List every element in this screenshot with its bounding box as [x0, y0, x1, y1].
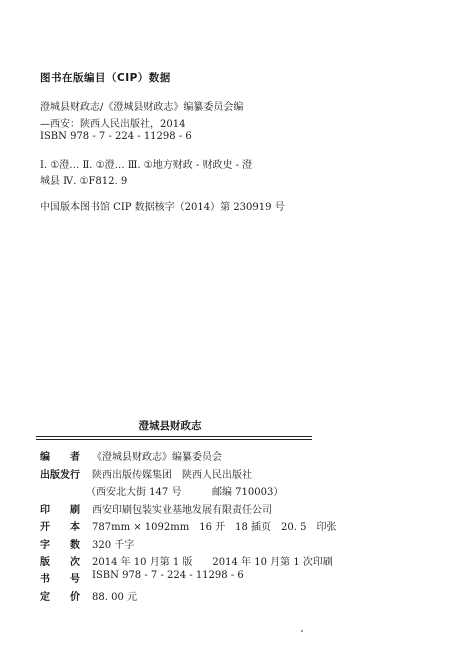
cip-title: 图书在版编目（CIP）数据 — [40, 72, 171, 84]
pub-address: （西安北大街 147 号 — [86, 487, 182, 498]
pub-label: 开 本 — [40, 522, 80, 533]
pub-label: 书 号 — [40, 574, 80, 585]
pub-value: 2014 年 10 月第 1 版 2014 年 10 月第 1 次印刷 — [92, 557, 333, 568]
pub-value: ISBN 978 - 7 - 224 - 11298 - 6 — [92, 570, 244, 581]
pub-value: 陕西出版传媒集团 陕西人民出版社 — [92, 470, 252, 481]
title-rule-top — [36, 436, 312, 437]
pub-value: 320 千字 — [92, 540, 135, 551]
pub-value: 787mm × 1092mm 16 开 18 插页 20. 5 印张 — [92, 522, 337, 533]
cip-line-author: 澄城县财政志/《澄城县财政志》编纂委员会编 — [40, 102, 244, 113]
pub-label: 版 次 — [40, 557, 80, 568]
pub-label: 编 者 — [40, 452, 80, 463]
cip-line-classification: Ⅰ. ①澄… Ⅱ. ①澄… Ⅲ. ①地方财政 - 财政史 - 澄 — [40, 160, 253, 171]
pub-label: 印 刷 — [40, 505, 80, 516]
book-title: 澄城县财政志 — [138, 420, 202, 432]
pub-label: 定 价 — [40, 592, 80, 603]
pub-postcode: 邮编 710003） — [212, 487, 284, 498]
cip-line-publisher: —西安：陕西人民出版社，2014 — [40, 119, 186, 130]
pub-label: 字 数 — [40, 540, 80, 551]
title-rule-bottom — [36, 439, 312, 440]
scan-speck — [301, 630, 303, 632]
pub-value: 《澄城县财政志》编纂委员会 — [92, 452, 222, 463]
pub-value: 西安印刷包装实业基地发展有限责任公司 — [92, 505, 272, 516]
cip-line-classification-cont: 城县 Ⅳ. ①F812. 9 — [40, 176, 128, 187]
cip-line-isbn: ISBN 978 - 7 - 224 - 11298 - 6 — [40, 131, 192, 142]
cip-line-cip-number: 中国版本图书馆 CIP 数据核字（2014）第 230919 号 — [40, 202, 285, 213]
pub-label: 出 版 发 行 — [40, 470, 80, 481]
pub-value: 88. 00 元 — [92, 592, 137, 603]
